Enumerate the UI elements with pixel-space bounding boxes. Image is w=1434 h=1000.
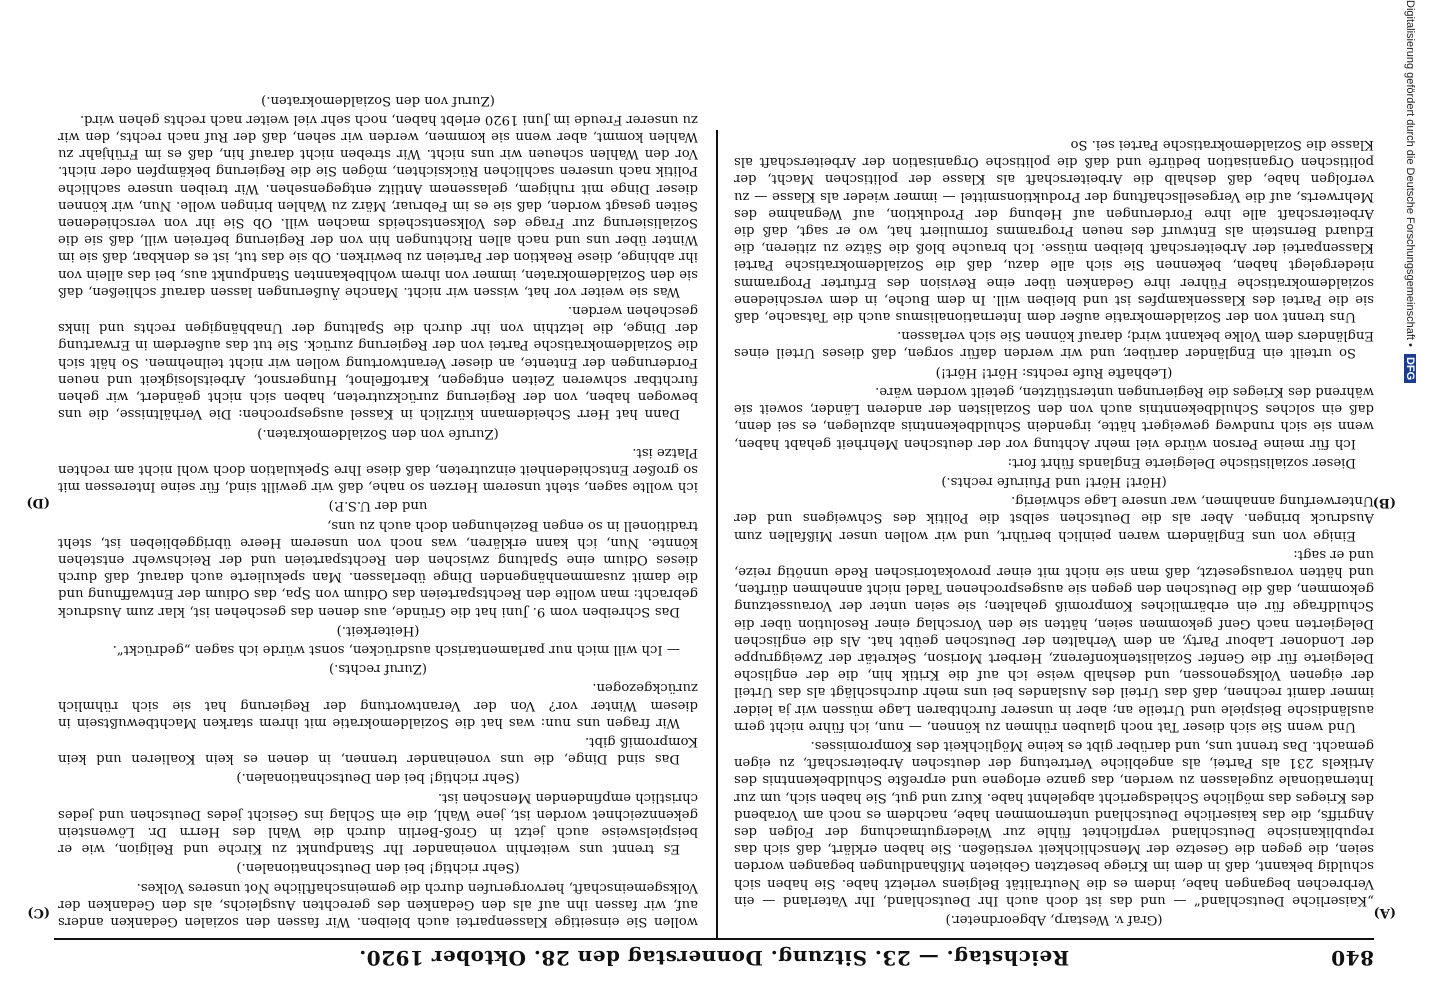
credit-text: Digitalisierung gefördert durch die Deutsche Forschungsgemeinschaft • (1404, 0, 1416, 347)
interjection: (Sehr richtig! bei den Deutschnationalen.) (236, 860, 520, 876)
margin-marker-d: (D) (26, 495, 50, 510)
page-header (54, 944, 1374, 970)
paragraph: Das sind Dinge, die uns voneinander trennen, in denen es kein Koalieren und kein Kompromiß gibt. (58, 733, 698, 767)
paragraph: So urteilt ein Engländer darüber, und wir werden dafür sorgen, daß dieses Urteil eines Engländers dem Volke bekannt wird; darauf können Sie sich verlassen. (734, 328, 1374, 361)
paragraph: „Kaiserliche Deutschland“ — und das ist doch auch Ihr Deutschland, Ihr Vaterland — ein Verbrechen begangen habe, indem es die Neutralität Belgiens verletzt habe. Sie haben sich schuldig bekannt, daß in dem im Kriege besetzten Gebieten Mißhandlungen begangen worden seien, die gegen die Gesetze der Menschlichkeit verstießen. Sie haben erklärt, daß sich das republikanische Deutschland verpflichtet fühle zur Wiedergutmachung der Folgen des Angriffs, die das kaiserliche Deutschland unternommen habe, nachdem es noch am Vorabend des Krieges das mögliche Schiedsgericht abgelehnt habe. Kurz und gut, Sie haben sich, um zur Internationale zugelassen zu werden, das ganze erlogene und erpreßte Schuldbekenntnis des Artikels 231 als Partei, als angebliche Vertretung der deutschen Arbeiterschaft, zu eigen gemacht. Das trennt uns, und darüber gibt es keine Möglichkeit des Kompromisses. (734, 737, 1374, 908)
paragraph: Dieser sozialistische Delegierte Englands führt fort: (1007, 454, 1356, 470)
right-column (58, 92, 698, 930)
interjection: (Sehr richtig! bei den Deutschnationalen.) (236, 770, 520, 786)
interjection: (Zurufe von den Sozialdemokraten.) (257, 425, 499, 441)
interjection: (Lebhafte Rufe rechts: Hört! Hört!) (935, 364, 1173, 380)
margin-marker-b: (B) (1372, 495, 1396, 510)
page-title: Reichstag. — 23. Sitzung. Donnerstag den 28. Oktober 1920. (358, 946, 1070, 970)
margin-marker-a: (A) (1373, 905, 1396, 920)
interjection: (Hört! Hört! und Pfuirufe rechts.) (941, 473, 1167, 489)
paragraph: Und wenn Sie sich dieser Tat noch glauben rühmen zu können, — nun, ich führe nicht gern ausländische Beispiele und Urteile an; aber in unserer furchtbaren Lage müssen wir ja leider immer damit rechnen, daß das Urteil des Auslandes bei uns mehr durchschlägt als das Urteil der eigenen Volksgenossen, und deshalb weise ich auf die Kritik hin, die der englische Delegierte für die Genfer Sozialistenkonferenz, Herbert Morison, Sekretär der Zweiggruppe der Londoner Labour Party, an dem Verhalten der Deutschen geübt hat. Als die englischen Delegierten nach Genf gekommen seien, hätten sie den Vorschlag einer Resolution über die Schuldfrage für ein erbärmliches Kompromiß gehalten; sie seien unter der Voraussetzung gekommen, daß die Deutschen den gegen sie ausgesprochenen Tadel nicht annehmen dürften, und hätten vorausgesetzt, daß man sie nicht mit einer provokatorischen Rede unnötig reize, und er sagt: (734, 546, 1374, 734)
paragraph: Dann hat Herr Scheidemann kürzlich in Kassel ausgesprochen: Die Verhältnisse, die uns bewogen haben, von der Regierung zurückzutreten, haben sich nicht geändert, wir gehen furchtbar schweren Zeiten entgegen, Kartoffelnot, Hungersnot, Arbeitslosigkeit und neuen Forderungen der Entente, an dieser Verantwortung wollen wir nicht teilnehmen. So hält sich die Sozialdemokratische Partei von der Regierung zurück. Sie tut das außerdem in Erwartung der Dinge, die letzthin von ihr durch die Spaltung der Unabhängigen rechts und links geschehen werden. (58, 303, 698, 422)
paragraph: Was sie weiter vor hat, wissen wir nicht. Manche Äußerungen lassen darauf schließen, daß sie den Sozialdemokraten, immer von ihrem wohlbekannten Standpunkt aus, bei das allein von ihr abhinge, diese Reaktion der Parteien zu bewirken. Ob sie das tut, ist es denkbar, daß sie im Winter über uns und nach allen Richtungen hin von der Regierung befreien will, daß sie die Sozialisierung zur Frage des Volksentscheids machen will. Ob Sie ihr von verschiedenen Seiten gesagt worden, daß sie es im Februar, März zu Wahlen bringen wolle. Nun, wir können dieser Dinge mit ruhigem, gelassenem Antlitz entgegensehen. Wir treiben unsere sachliche Politik nach unseren sachlichen Rücksichten, mögen Sie die Regierung bekämpfen oder nicht. Vor den Wahlen scheuen wir uns nicht. Wir streben nicht darauf hin, daß es im Frühjahr zu Wahlen kommt, aber wenn sie kommen, werden wir sehen, daß der Ruf nach rechts, den wir zu unserer Freude im Juni 1920 erlebt haben, noch sehr viel weiter nach rechts gehen wird. (58, 111, 698, 299)
header-rule (54, 938, 1374, 940)
interjection: (Heiterkeit.) (336, 622, 420, 638)
interjection: (Zuruf von den Sozialdemokraten.) (261, 92, 495, 108)
page-number: 840 (1330, 946, 1374, 970)
paragraph: Es trennt uns weiterhin voneinander Ihr Standpunkt zu Kirche und Religion, wie er beispielsweise auch jetzt in Groß-Berlin durch die Wahl des Herrn Dr. Löwenstein gekennzeichnet worden ist, jene Wahl, die ein Schlag ins Gesicht jedes Deutschen und jedes christlich empfindenden Menschen ist. (58, 789, 698, 857)
left-column (734, 130, 1374, 930)
interjection: (Zuruf rechts.) (328, 661, 428, 677)
paragraph: Das Schreiben vom 9. Juni hat die Gründe, aus denen das geschehen ist, klar zum Ausdruck gebracht: man wollte den Rechtsparteien das Odium von Spa, das Odium der Entwaffnung und die damit zusammenhängenden Dinge überlassen. Man spekulierte auch darauf, daß durch dieses Odium eine Spaltung zwischen den Rechtsparteien und der Reichswehr entstehen könnte. Nun, ich kann erklären, was noch von unserem Heere übriggeblieben ist, steht traditionell in so engen Beziehungen doch auch zu uns, (58, 517, 698, 619)
paragraph: wollen Sie einseitige Klassenpartei auch bleiben. Wir fassen den sozialen Gedanken anders auf, wir fassen ihn auf als den Gedanken des gerechten Ausgleichs, als den Gedanken der Volksgemeinschaft, hervorgerufen durch die gemeinschaftliche Not unseres Volkes. (58, 879, 698, 929)
digitization-credit (1400, 0, 1416, 1000)
dfg-logo: DFG (1404, 354, 1416, 383)
paragraph: — Ich will mich nur parlamentarisch ausdrücken, sonst würde ich sagen „gedrückt“. (112, 641, 680, 657)
paragraph: Wir fragen uns nun: was hat die Sozialdemokratie mit ihrem starken Machtbewußtsein in diesem Winter vor? Von der Verantwortung der Regierung hat sie sich rühmlich zurückgezogen. (58, 680, 698, 730)
paragraph: ich wollte sagen, steht unserem Herzen so nahe, daß wir gewillt sind, für seine Interessen mit so großer Entschiedenheit einzutreten, daß diese Ihre Spekulation doch wohl nicht am rechten Platze ist. (58, 444, 698, 495)
margin-marker-c: (C) (27, 905, 50, 920)
quote-paragraph: Ich für meine Person würde viel mehr Achtung vor der deutschen Mehrheit gehabt haben, wenn sie sich rundweg geweigert hätte, irgendein Schuldbekenntnis abzulegen, es sei denn, daß ein solches Schuldbekenntnis auch von den Sozialisten der anderen Länder, soweit sie während des Krieges die Regierungen unterstützten, geteilt worden wäre. (734, 383, 1374, 451)
interjection: und der U.S.P.) (328, 498, 428, 514)
paragraph: Uns trennt von der Sozialdemokratie außer dem Internationalismus auch die Tatsache, daß sie die Partei des Klassenkampfes ist und bleiben will. In dem Buche, in dem verschiedene sozialdemokratische Führer ihre Gedanken über eine Revision des Erfurter Programms niedergelegt haben, bekennen Sie sich alle dazu, daß die Sozialdemokratische Partei Klassenpartei der Arbeiterschaft bleiben müsse. Ich brauche bloß die Sätze zu zitieren, die Eduard Bernstein als Entwurf des neuen Programms formuliert hat, wo er sagt, daß die Arbeiterschaft alle ihre Forderungen auf Hebung der Produktion, auf Wegnahme des Mehrwerts, auf die Vergesellschaftung der Produktionsmittel — immer wieder als Klasse — zu verfolgen habe, daß deshalb die Arbeiterschaft als Klasse der politischen Macht, der politischen Organisation bedürfe und daß die politische Organisation der Arbeiterschaft als Klasse die Sozialdemokratische Partei sei. So (734, 137, 1374, 325)
column-divider (716, 130, 718, 938)
quote-paragraph: Einige von uns Engländern waren peinlich berührt, und wir wollen unser Mißfallen zum Ausdruck bringen. Aber als die Deutschen selbst die Politik des Schweigens und der Unterwerfung annahmen, war unsere Lage schwierig. (734, 493, 1374, 543)
speaker-line: (Graf v. Westarp, Abgeordneter.) (945, 912, 1163, 927)
